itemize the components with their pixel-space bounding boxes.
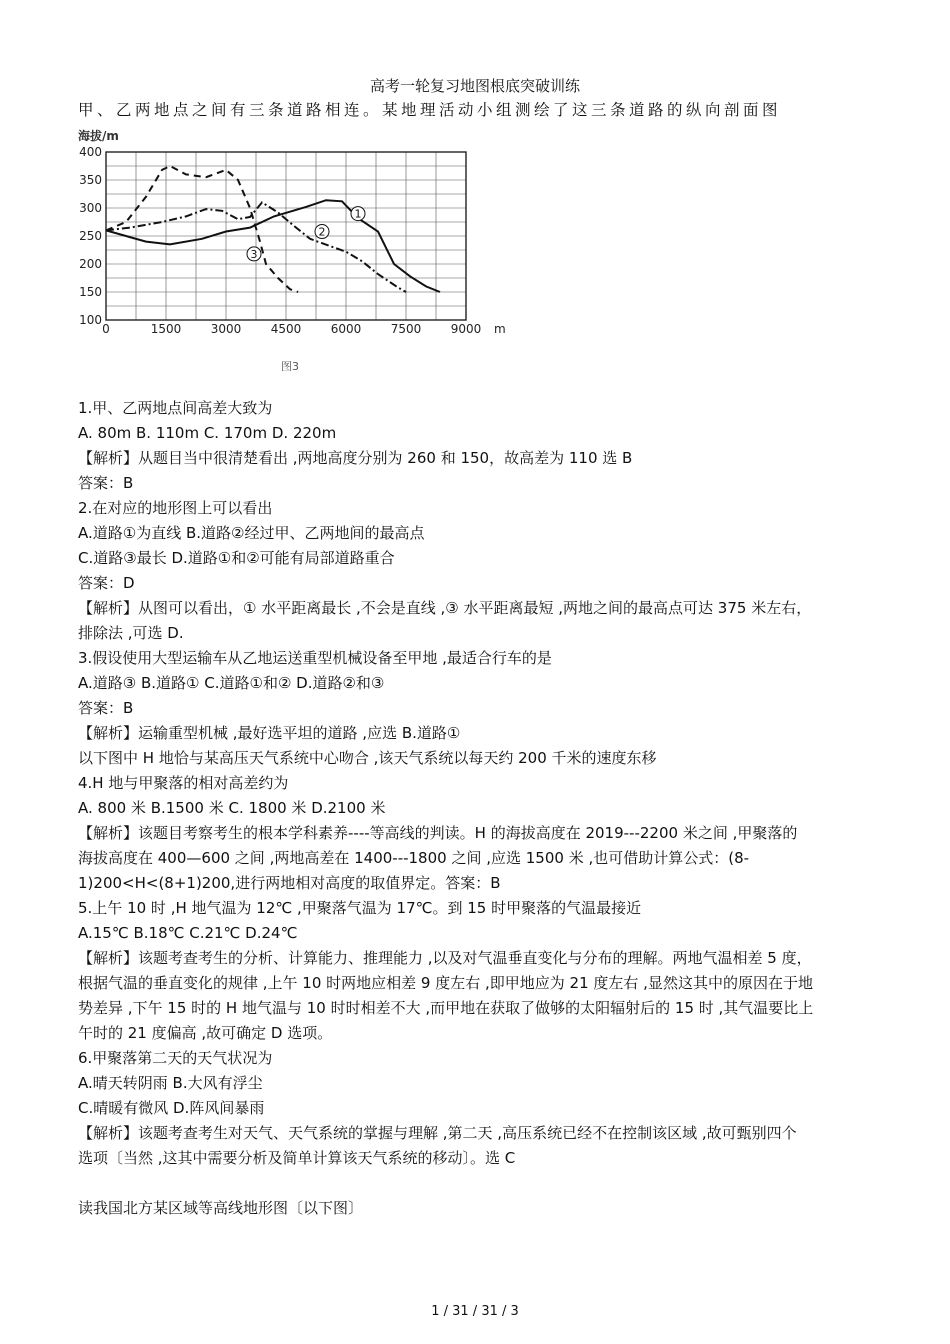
x-axis-unit: m bbox=[494, 322, 506, 336]
series-label: 1 bbox=[354, 207, 362, 221]
text-line: 读我国北方某区域等高线地形图〔以下图〕 bbox=[78, 1199, 364, 1217]
y-tick-label: 300 bbox=[79, 201, 102, 215]
text-line: A.道路①为直线 B.道路②经过甲、乙两地间的最高点 bbox=[78, 524, 425, 542]
text-line: A. 800 米 B.1500 米 C. 1800 米 D.2100 米 bbox=[78, 799, 386, 817]
figure-caption: 图3 bbox=[281, 360, 299, 373]
x-tick-label: 3000 bbox=[210, 322, 242, 336]
text-line: 答案：B bbox=[78, 699, 134, 717]
text-line: 6.甲聚落第二天的天气状况为 bbox=[78, 1049, 273, 1067]
x-tick-label: 0 bbox=[102, 322, 110, 336]
x-tick-label: 7500 bbox=[390, 322, 422, 336]
text-line: 答案：B bbox=[78, 474, 134, 492]
x-tick-label: 6000 bbox=[330, 322, 362, 336]
text-line: 【解析】该题考查考生的分析、计算能力、推理能力 ,以及对气温垂直变化与分布的理解。两地气温相差 5 度， bbox=[78, 949, 812, 967]
document-title: 高考一轮复习地图根底突破训练 bbox=[369, 77, 580, 95]
elevation-profile-chart bbox=[76, 126, 516, 381]
text-line: 根据气温的垂直变化的规律 ,上午 10 时两地应相差 9 度左右 ,即甲地应为 21 度左右 ,显然这其中的原因在于地 bbox=[78, 974, 813, 992]
text-line: A.15℃ B.18℃ C.21℃ D.24℃ bbox=[78, 924, 298, 942]
x-tick-label: 9000 bbox=[450, 322, 482, 336]
y-axis-label: 海拔/m bbox=[78, 129, 119, 143]
text-line: 【解析】运输重型机械 ,最好选平坦的道路 ,应选 B.道路① bbox=[78, 724, 461, 742]
text-line: 以下图中 H 地恰与某高压天气系统中心吻合 ,该天气系统以每天约 200 千米的速度东移 bbox=[78, 749, 657, 767]
y-tick-label: 400 bbox=[79, 145, 102, 159]
text-line: 2.在对应的地形图上可以看出 bbox=[78, 499, 273, 517]
text-line: 【解析】该题考查考生对天气、天气系统的掌握与理解 ,第二天 ,高压系统已经不在控制该区域 ,故可甄别四个 bbox=[78, 1124, 797, 1142]
x-tick-label: 1500 bbox=[150, 322, 182, 336]
series-line-3 bbox=[106, 166, 298, 292]
text-line: 5.上午 10 时 ,H 地气温为 12℃ ,甲聚落气温为 17℃。到 15 时甲聚落的气温最接近 bbox=[78, 899, 642, 917]
page-footer: 1 / 31 / 31 / 3 bbox=[431, 1304, 519, 1319]
text-line: 3.假设使用大型运输车从乙地运送重型机械设备至甲地 ,最适合行车的是 bbox=[78, 649, 552, 667]
text-line: 势差异 ,下午 15 时的 H 地气温与 10 时时相差不大 ,而甲地在获取了做够的太阳辐射后的 15 时 ,其气温要比上 bbox=[78, 999, 814, 1017]
text-line: 答案：D bbox=[78, 574, 135, 592]
text-line: A.道路③ B.道路① C.道路①和② D.道路②和③ bbox=[78, 674, 385, 692]
text-line: 4.H 地与甲聚落的相对高差约为 bbox=[78, 774, 289, 792]
intro-paragraph: 甲、乙两地点之间有三条道路相连。某地理活动小组测绘了这三条道路的纵向剖面图 bbox=[78, 101, 782, 119]
text-line: A. 80m B. 110m C. 170m D. 220m bbox=[78, 424, 337, 442]
text-line: C.晴暖有微风 D.阵风间暴雨 bbox=[78, 1099, 265, 1117]
y-tick-label: 150 bbox=[79, 285, 102, 299]
series-label: 3 bbox=[250, 247, 258, 261]
text-line: 1)200<H<(8+1)200,进行两地相对高度的取值界定。答案：B bbox=[78, 874, 501, 892]
x-tick-label: 4500 bbox=[270, 322, 302, 336]
y-tick-label: 350 bbox=[79, 173, 102, 187]
text-line: 排除法 ,可选 D. bbox=[78, 624, 184, 642]
text-line: 选项〔当然 ,这其中需要分析及简单计算该天气系统的移动〕。选 C bbox=[78, 1149, 516, 1167]
y-tick-label: 250 bbox=[79, 229, 102, 243]
y-tick-label: 100 bbox=[79, 313, 102, 327]
text-line: C.道路③最长 D.道路①和②可能有局部道路重合 bbox=[78, 549, 395, 567]
text-line: 午时的 21 度偏高 ,故可确定 D 选项。 bbox=[78, 1024, 333, 1042]
text-line: 【解析】从图可以看出，① 水平距离最长 ,不会是直线 ,③ 水平距离最短 ,两地之间的最高点可达 375 米左右， bbox=[78, 599, 812, 617]
text-line: 【解析】从题目当中很清楚看出 ,两地高度分别为 260 和 150，故高差为 110 选 B bbox=[78, 449, 633, 467]
series-label: 2 bbox=[318, 225, 326, 239]
text-line: 1.甲、乙两地点间高差大致为 bbox=[78, 399, 273, 417]
y-tick-label: 200 bbox=[79, 257, 102, 271]
text-line: A.晴天转阴雨 B.大风有浮尘 bbox=[78, 1074, 263, 1092]
text-line: 海拔高度在 400—600 之间 ,两地高差在 1400---1800 之间 ,应选 1500 米 ,也可借助计算公式：(8- bbox=[78, 849, 750, 867]
text-line: 【解析】该题目考察考生的根本学科素养----等高线的判读。H 的海拔高度在 2019---2200 米之间 ,甲聚落的 bbox=[78, 824, 798, 842]
